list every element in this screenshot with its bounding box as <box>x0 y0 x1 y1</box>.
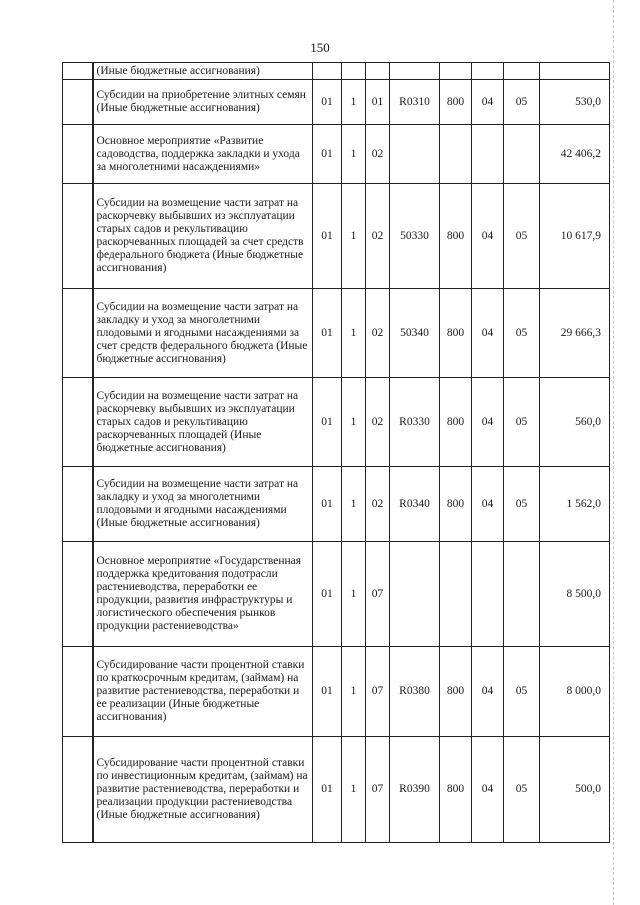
table-row <box>63 467 610 542</box>
code-program: 01 <box>313 289 342 378</box>
code-section: 04 <box>472 378 504 467</box>
row-amount: 10 617,9 <box>540 184 610 289</box>
code-subprogram <box>342 63 366 80</box>
table-row <box>63 378 610 467</box>
row-name: Субсидирование части процентной ставки по краткосрочным кредитам, (займам) на развитие растениеводства, переработки и ее реализации (Иные бюджетные ассигнования) <box>93 647 313 737</box>
code-event: 02 <box>366 378 390 467</box>
code-event <box>366 63 390 80</box>
code-direction <box>390 542 440 647</box>
code-event: 02 <box>366 467 390 542</box>
code-direction: 50330 <box>390 184 440 289</box>
table-row <box>63 542 610 647</box>
code-section: 04 <box>472 467 504 542</box>
code-section <box>472 542 504 647</box>
code-section: 04 <box>472 647 504 737</box>
code-expense-type: 800 <box>440 80 472 125</box>
budget-table <box>62 62 610 843</box>
code-expense-type <box>440 125 472 184</box>
code-expense-type: 800 <box>440 184 472 289</box>
code-subsection: 05 <box>504 467 540 542</box>
code-event: 07 <box>366 737 390 843</box>
row-index-cell <box>63 467 93 542</box>
code-section: 04 <box>472 737 504 843</box>
row-name: Субсидии на приобретение элитных семян (Иные бюджетные ассигнования) <box>93 80 313 125</box>
code-section <box>472 63 504 80</box>
code-subprogram: 1 <box>342 467 366 542</box>
code-subprogram: 1 <box>342 80 366 125</box>
row-index-cell <box>63 542 93 647</box>
code-expense-type <box>440 63 472 80</box>
code-subsection <box>504 63 540 80</box>
code-program: 01 <box>313 184 342 289</box>
code-subsection: 05 <box>504 378 540 467</box>
code-subsection <box>504 542 540 647</box>
code-expense-type: 800 <box>440 289 472 378</box>
row-name: Субсидии на возмещение части затрат на закладку и уход за многолетними плодовыми и ягодными насаждениями за счет средств федерального бюджета (Иные бюджетные ассигнования) <box>93 289 313 378</box>
row-index-cell <box>63 184 93 289</box>
row-name: Основное мероприятие «Развитие садоводства, поддержка закладки и ухода за многолетними насаждениями» <box>93 125 313 184</box>
row-amount <box>540 63 610 80</box>
code-program <box>313 63 342 80</box>
code-program: 01 <box>313 542 342 647</box>
code-subsection: 05 <box>504 647 540 737</box>
code-direction <box>390 63 440 80</box>
code-subsection <box>504 125 540 184</box>
code-direction: R0390 <box>390 737 440 843</box>
code-event: 07 <box>366 647 390 737</box>
code-expense-type: 800 <box>440 647 472 737</box>
row-amount: 29 666,3 <box>540 289 610 378</box>
row-amount: 1 562,0 <box>540 467 610 542</box>
code-program: 01 <box>313 378 342 467</box>
code-event: 02 <box>366 184 390 289</box>
code-expense-type <box>440 542 472 647</box>
code-program: 01 <box>313 737 342 843</box>
row-index-cell <box>63 289 93 378</box>
row-amount: 560,0 <box>540 378 610 467</box>
row-name: Субсидии на возмещение части затрат на раскорчевку выбывших из эксплуатации старых садов и рекультивацию раскорчеванных площадей за счет средств федерального бюджета (Иные бюджетные ассигнования) <box>93 184 313 289</box>
row-index-cell <box>63 647 93 737</box>
row-amount: 8 000,0 <box>540 647 610 737</box>
code-program: 01 <box>313 80 342 125</box>
table-row <box>63 289 610 378</box>
code-event: 01 <box>366 80 390 125</box>
code-subprogram: 1 <box>342 542 366 647</box>
table-row <box>63 125 610 184</box>
code-event: 02 <box>366 289 390 378</box>
code-subprogram: 1 <box>342 378 366 467</box>
code-subprogram: 1 <box>342 737 366 843</box>
table-row <box>63 647 610 737</box>
code-program: 01 <box>313 647 342 737</box>
code-direction <box>390 125 440 184</box>
code-subsection: 05 <box>504 184 540 289</box>
row-amount: 500,0 <box>540 737 610 843</box>
code-subsection: 05 <box>504 80 540 125</box>
code-section: 04 <box>472 184 504 289</box>
code-section <box>472 125 504 184</box>
code-subprogram: 1 <box>342 184 366 289</box>
code-subsection: 05 <box>504 737 540 843</box>
table-row <box>63 737 610 843</box>
code-direction: R0310 <box>390 80 440 125</box>
row-index-cell <box>63 125 93 184</box>
table-body <box>63 63 610 843</box>
row-name: Субсидии на возмещение части затрат на раскорчевку выбывших из эксплуатации старых садов и рекультивацию раскорчеванных площадей (Иные бюджетные ассигнования) <box>93 378 313 467</box>
code-subprogram: 1 <box>342 647 366 737</box>
code-subprogram: 1 <box>342 289 366 378</box>
scan-edge-line <box>613 0 614 905</box>
code-direction: R0340 <box>390 467 440 542</box>
table-row <box>63 80 610 125</box>
code-expense-type: 800 <box>440 737 472 843</box>
code-direction: R0380 <box>390 647 440 737</box>
code-event: 02 <box>366 125 390 184</box>
row-index-cell <box>63 80 93 125</box>
code-event: 07 <box>366 542 390 647</box>
row-amount: 42 406,2 <box>540 125 610 184</box>
row-amount: 530,0 <box>540 80 610 125</box>
row-index-cell <box>63 737 93 843</box>
code-subsection: 05 <box>504 289 540 378</box>
row-name: Субсидирование части процентной ставки по инвестиционным кредитам, (займам) на развитие растениеводства, переработки и реализации продукции растениеводства (Иные бюджетные ассигнования) <box>93 737 313 843</box>
row-index-cell <box>63 63 93 80</box>
code-program: 01 <box>313 125 342 184</box>
row-name: Основное мероприятие «Государственная поддержка кредитования подотрасли растениеводства, переработки ее продукции, развития инфраструктуры и логистического обеспечения рынков продукции растениеводства» <box>93 542 313 647</box>
page-number: 150 <box>310 40 330 55</box>
row-amount: 8 500,0 <box>540 542 610 647</box>
code-section: 04 <box>472 289 504 378</box>
code-direction: R0330 <box>390 378 440 467</box>
table-row <box>63 63 610 80</box>
table-row <box>63 184 610 289</box>
code-program: 01 <box>313 467 342 542</box>
code-section: 04 <box>472 80 504 125</box>
row-name: (Иные бюджетные ассигнования) <box>93 63 313 80</box>
code-expense-type: 800 <box>440 378 472 467</box>
code-expense-type: 800 <box>440 467 472 542</box>
row-index-cell <box>63 378 93 467</box>
code-direction: 50340 <box>390 289 440 378</box>
row-name: Субсидии на возмещение части затрат на закладку и уход за многолетними плодовыми и ягодными насаждениями (Иные бюджетные ассигнования) <box>93 467 313 542</box>
code-subprogram: 1 <box>342 125 366 184</box>
